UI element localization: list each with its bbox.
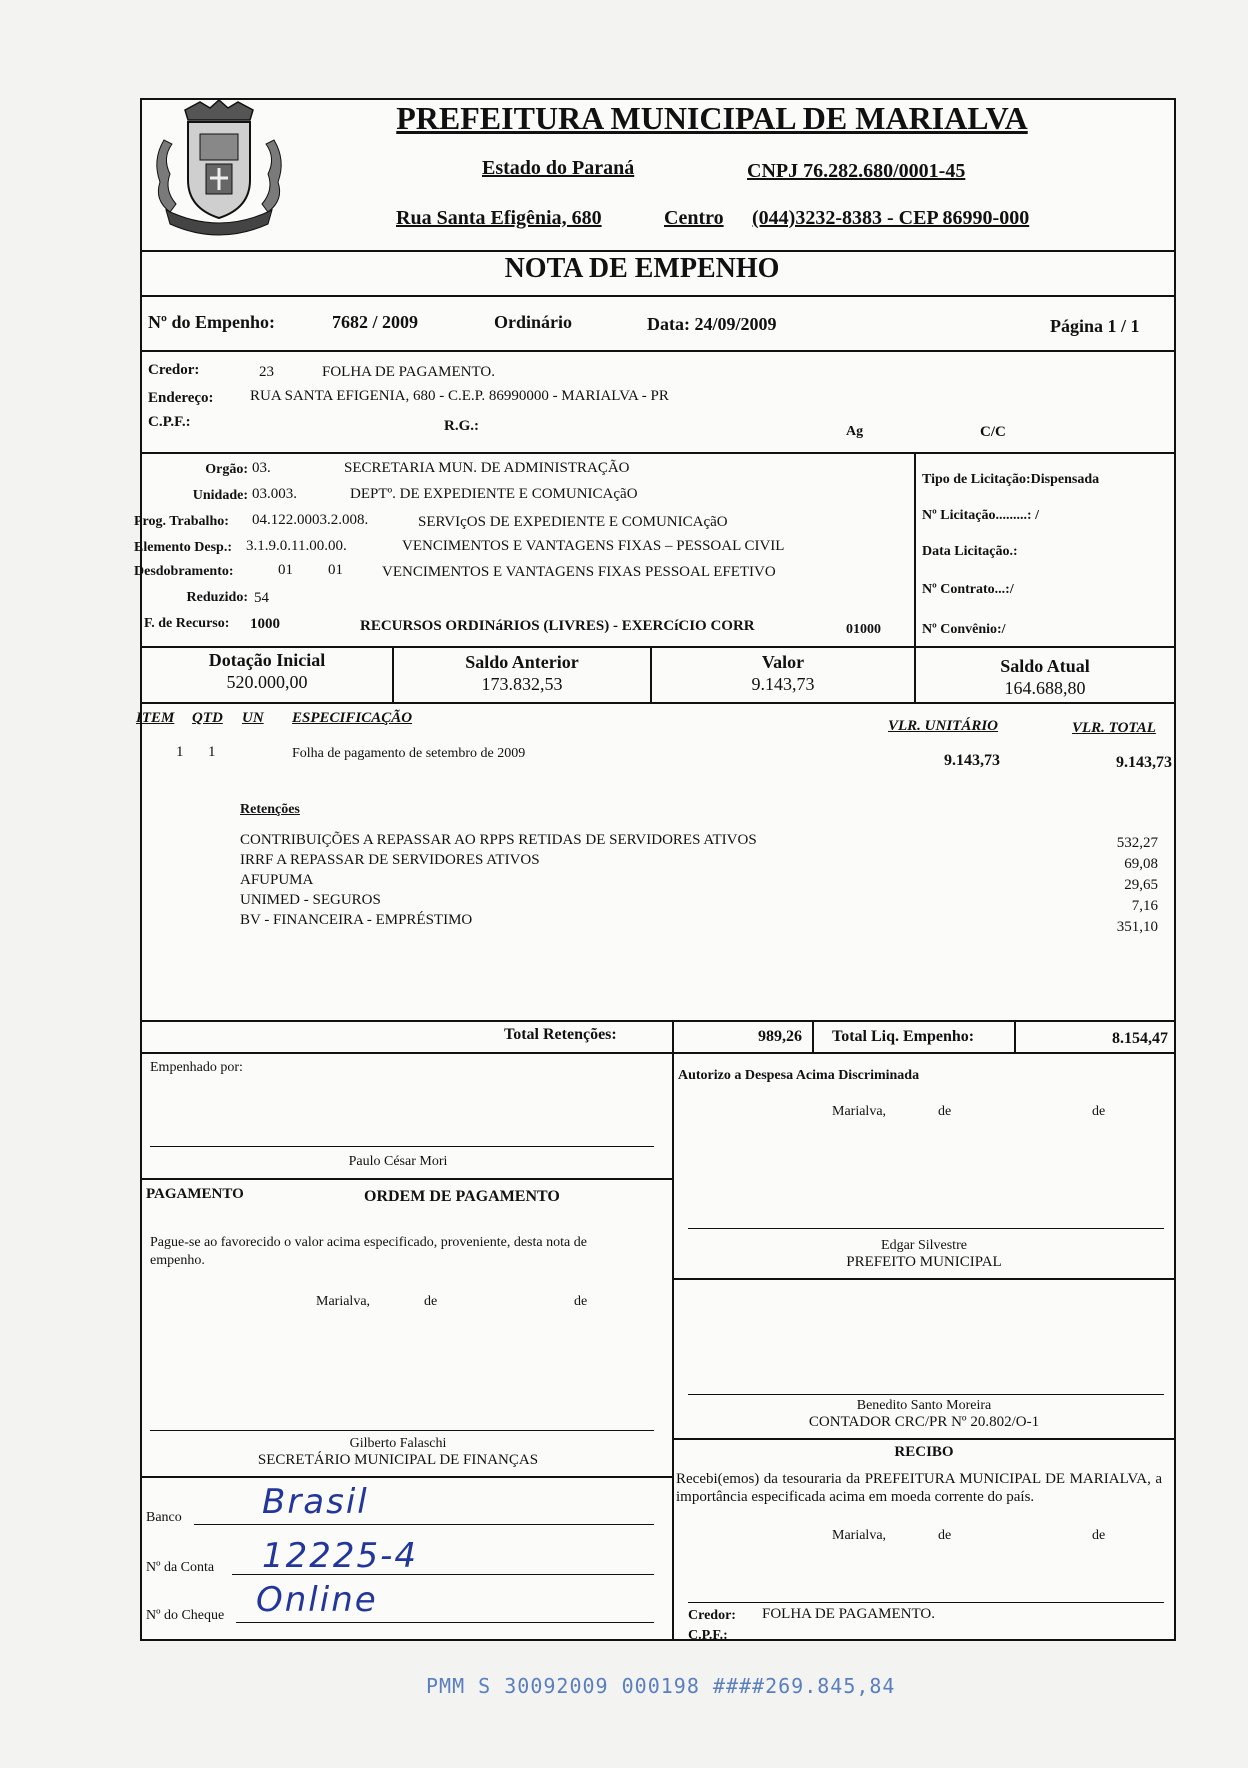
cnpj-label: CNPJ 76.282.680/0001-45 [747,160,966,182]
secretario-name: Gilberto Falaschi [349,1436,447,1451]
autorizo-place: Marialva, [832,1104,887,1119]
pagamento-de-2: de [574,1294,588,1309]
dotacao-label: Dotação Inicial [208,650,326,670]
neighborhood-label: Centro [664,207,724,229]
unidade-label: Unidade: [192,488,248,503]
retencao-value: 351,10 [1116,919,1158,935]
ordem-pagamento-title: ORDEM DE PAGAMENTO [364,1188,560,1205]
reduzido-label: Reduzido: [186,590,248,605]
pagamento-place: Marialva, [316,1294,371,1309]
credor-name: FOLHA DE PAGAMENTO. [322,364,495,380]
recibo-de-1: de [938,1528,952,1543]
retencao-label: AFUPUMA [240,872,314,888]
retencao-label: UNIMED - SEGUROS [240,892,381,908]
recibo-text: Recebi(emos) da tesouraria da PREFEITURA MUNICIPAL DE MARIALVA, a importância especificada acima em moeda corrente do país. [676,1471,1162,1505]
numero-contrato: Nº Contrato...:/ [922,582,1014,597]
orgao-name: SECRETARIA MUN. DE ADMINISTRAÇÃO [344,460,630,476]
secretario-title: SECRETÁRIO MUNICIPAL DE FINANÇAS [257,1452,539,1468]
elemento-code: 3.1.9.0.11.00.00. [246,538,347,554]
phone-cep-label: (044)3232-8383 - CEP 86990-000 [752,207,1030,229]
retencoes-values [1022,833,1158,938]
item-unit-value: 9.143,73 [944,752,1000,769]
numero-licitacao: Nº Licitação.........: / [922,508,1039,523]
contador-name: Benedito Santo Moreira [856,1398,992,1413]
recibo-place: Marialva, [832,1528,887,1543]
total-retencoes-value: 989,26 [758,1028,802,1045]
rg-label: R.G.: [444,418,479,434]
numero-convenio: Nº Convênio:/ [922,622,1006,637]
pagamento-label: PAGAMENTO [146,1186,244,1202]
reduzido-value: 54 [254,590,269,606]
document-title: NOTA DE EMPENHO [504,253,780,284]
prefeito-name: Edgar Silvestre [881,1238,967,1253]
valor-value: 9.143,73 [751,674,815,694]
empenho-type: Ordinário [494,312,573,332]
empenhado-por-label: Empenhado por: [150,1060,243,1075]
recurso-num: 01000 [846,622,881,637]
coat-of-arms-icon [150,100,288,236]
prog-label: Prog. Trabalho: [134,514,229,529]
state-label: Estado do Paraná [482,157,635,179]
saldo-atual-value: 164.688,80 [1004,678,1086,698]
tipo-licitacao: Tipo de Licitação:Dispensada [922,472,1100,487]
address-label: Rua Santa Efigênia, 680 [396,207,602,229]
total-liquido-label: Total Liq. Empenho: [832,1028,975,1045]
retencoes-labels [240,830,890,930]
conta-label: Nº da Conta [146,1560,215,1575]
col-qtd: QTD [192,710,223,726]
item-qtd: 1 [208,744,216,760]
agency-label: Ag [846,424,864,439]
elemento-name: VENCIMENTOS E VANTAGENS FIXAS – PESSOAL CIVIL [402,538,785,554]
recurso-label: F. de Recurso: [144,616,230,631]
total-liquido-value: 8.154,47 [1112,1030,1168,1047]
retencoes-title: Retenções [240,802,300,817]
saldo-anterior-value: 173.832,53 [481,674,563,694]
desdobramento-b: 01 [328,562,343,578]
saldo-anterior-label: Saldo Anterior [465,652,579,672]
autorizo-label: Autorizo a Despesa Acima Discriminada [678,1068,920,1083]
banco-label: Banco [146,1510,182,1525]
empenhado-por-name: Paulo César Mori [348,1154,448,1169]
saldo-atual-label: Saldo Atual [1000,656,1090,676]
col-especificacao: ESPECIFICAÇÃO [292,710,413,726]
machine-stamp: PMM S 30092009 000198 ####269.845,84 [426,1674,896,1698]
item-description: Folha de pagamento de setembro de 2009 [292,746,526,761]
orgao-code: 03. [252,460,271,476]
banco-handwritten: Brasil [262,1482,369,1522]
unidade-name: DEPTº. DE EXPEDIENTE E COMUNICAçãO [350,486,638,502]
elemento-label: Elemento Desp.: [134,540,232,555]
empenho-number: 7682 / 2009 [332,312,419,332]
col-un: UN [242,710,264,726]
empenho-form [134,98,1176,1643]
prefeito-title: PREFEITO MUNICIPAL [846,1254,1002,1270]
retencao-label: IRRF A REPASSAR DE SERVIDORES ATIVOS [240,852,540,868]
orgao-label: Orgão: [205,462,248,477]
recibo-title: RECIBO [894,1444,954,1460]
col-item: ITEM [136,710,175,726]
data-licitacao: Data Licitação.: [922,544,1018,559]
recibo-credor-name: FOLHA DE PAGAMENTO. [762,1606,935,1622]
prog-code: 04.122.0003.2.008. [252,512,369,528]
item-total-value: 9.143,73 [1116,754,1172,771]
page-number: Página 1 / 1 [1050,316,1140,336]
recurso-code: 1000 [250,616,280,632]
valor-label: Valor [761,652,805,672]
retencao-value: 7,16 [1131,898,1158,914]
autorizo-de-1: de [938,1104,952,1119]
autorizo-de-2: de [1092,1104,1106,1119]
municipality-title: PREFEITURA MUNICIPAL DE MARIALVA [396,100,1028,136]
retencao-value: 532,27 [1116,835,1158,851]
pague-se-text: Pague-se ao favorecido o valor acima especificado, proveniente, desta nota de empenho. [150,1235,587,1268]
col-vlr-unitario: VLR. UNITÁRIO [888,718,999,734]
empenho-date: Data: 24/09/2009 [647,314,777,334]
retencao-label: BV - FINANCEIRA - EMPRÉSTIMO [240,912,473,928]
prog-name: SERVIçOS DE EXPEDIENTE E COMUNICAçãO [418,514,728,530]
cheque-label: Nº do Cheque [146,1608,225,1623]
account-label: C/C [980,424,1006,440]
endereco-value: RUA SANTA EFIGENIA, 680 - C.E.P. 86990000 - MARIALVA - PR [250,388,669,404]
recibo-credor-label: Credor: [688,1608,736,1623]
retencao-value: 29,65 [1124,877,1158,893]
credor-label: Credor: [148,362,200,378]
recibo-cpf-label: C.P.F.: [688,1628,728,1643]
conta-handwritten: 12225-4 [262,1536,419,1576]
desdobramento-label: Desdobramento: [134,564,234,579]
item-number: 1 [176,744,184,760]
desdobramento-a: 01 [278,562,293,578]
cpf-label: C.P.F.: [148,414,191,430]
unidade-code: 03.003. [252,486,297,502]
pagamento-de-1: de [424,1294,438,1309]
credor-code: 23 [259,364,274,380]
desdobramento-name: VENCIMENTOS E VANTAGENS FIXAS PESSOAL EFETIVO [382,564,776,580]
endereco-label: Endereço: [148,390,214,406]
retencao-value: 69,08 [1124,856,1158,872]
contador-title: CONTADOR CRC/PR Nº 20.802/O-1 [808,1414,1040,1430]
col-vlr-total: VLR. TOTAL [1072,720,1156,736]
recibo-de-2: de [1092,1528,1106,1543]
cheque-handwritten: Online [256,1580,378,1620]
retencao-label: CONTRIBUIÇÕES A REPASSAR AO RPPS RETIDAS DE SERVIDORES ATIVOS [240,832,757,848]
recurso-name: RECURSOS ORDINáRIOS (LIVRES) - EXERCíCIO CORR [360,618,755,634]
total-retencoes-label: Total Retenções: [504,1026,617,1043]
empenho-number-label: Nº do Empenho: [148,312,275,332]
dotacao-value: 520.000,00 [226,672,308,692]
